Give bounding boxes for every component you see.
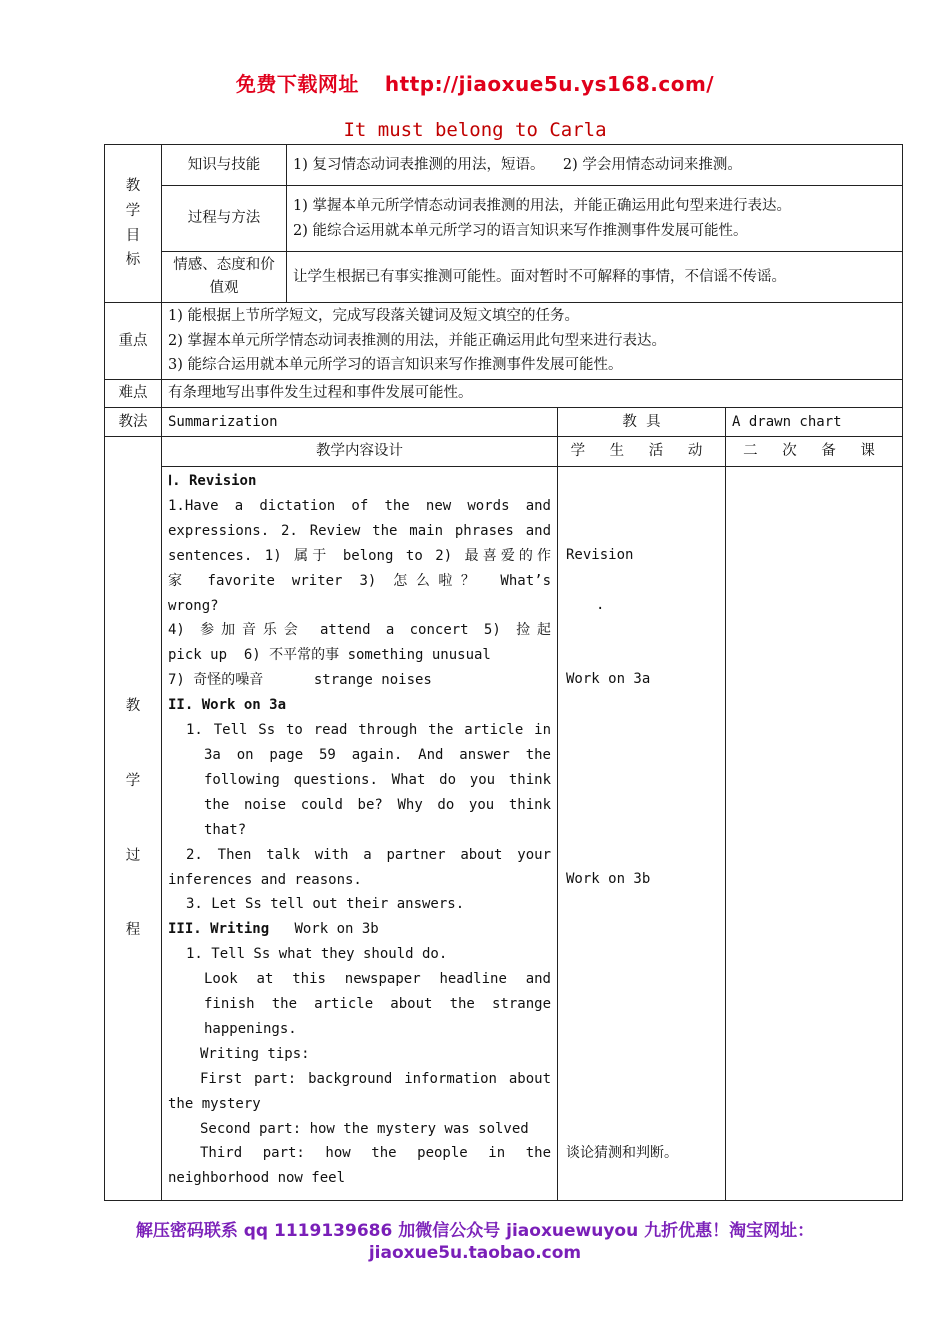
design-line: Ⅰ. Revision — [168, 473, 257, 489]
design-content — [162, 467, 558, 1201]
difficult-points-content: 有条理地写出事件发生过程和事件发展可能性。 — [162, 380, 903, 408]
design-line: 1.Have a dictation of the new words and — [168, 497, 551, 514]
activity-discuss: 谈论猜测和判断。 — [566, 1145, 678, 1161]
design-line: following questions. What do you think — [204, 771, 551, 788]
download-header[interactable] — [0, 68, 950, 97]
key-points-content: 1) 能根据上节所学短文，完成写段落关键词及短文填空的任务。 2) 掌握本单元所学情态动词表推测的用法，并能正确运用此句型来进行表达。 3) 能综合运用就本单元所学习的语言知识来写作推测事件发展可能性。 — [162, 303, 903, 380]
design-line: sentences. 1) 属于 belong to 2) 最喜爱的作 — [168, 547, 551, 564]
objective-label-knowledge: 知识与技能 — [162, 145, 287, 186]
key-points-label: 重点 — [105, 303, 162, 380]
difficult-points-label: 难点 — [105, 380, 162, 408]
prep-header: 二 次 备 课 — [726, 437, 903, 467]
design-line: 1. Tell Ss to read through the article in — [186, 722, 551, 739]
design-line: 家 favorite writer 3) 怎么啦？ What’s — [168, 572, 551, 589]
activity-header: 学 生 活 动 — [558, 437, 726, 467]
activity-3a: Work on 3a — [566, 671, 651, 687]
design-line: First part: background information about — [200, 1070, 551, 1087]
lesson-plan-table — [104, 144, 903, 1201]
design-line: 3. Let Ss tell out their answers. — [186, 896, 465, 913]
tools-value: A drawn chart — [726, 408, 903, 437]
design-line: 4) 参加音乐会 attend a concert 5) 捡起 — [168, 622, 551, 639]
design-line: III. Writing Work on 3b — [168, 921, 379, 938]
design-line: Second part: how the mystery was solved — [200, 1120, 529, 1137]
objective-content-attitude: 让学生根据已有事实推测可能性。面对暂时不可解释的事情，不信谣不传谣。 — [287, 252, 903, 303]
design-line: Writing tips: — [200, 1045, 310, 1062]
design-line: that? — [204, 821, 247, 838]
design-line: 7) 奇怪的噪音 strange noises — [168, 672, 432, 689]
design-line: pick up 6) 不平常的事 something unusual — [168, 647, 491, 664]
design-line: happenings. — [204, 1020, 297, 1037]
objective-label-attitude: 情感、态度和价值观 — [162, 252, 287, 303]
design-line: Look at this newspaper headline and — [204, 971, 551, 988]
design-line: the noise could be? Why do you think — [204, 796, 551, 813]
design-line: expressions. 2. Review the main phrases and — [168, 522, 551, 539]
design-line: inferences and reasons. — [168, 871, 362, 888]
tools-label: 教 具 — [558, 408, 726, 437]
footer-line-2[interactable]: jiaoxue5u.taobao.com — [368, 1243, 582, 1263]
design-line: 2. Then talk with a partner about your — [186, 846, 551, 863]
activity-revision: Revision — [566, 547, 634, 563]
prep-content — [726, 467, 903, 1201]
method-label: 教法 — [105, 408, 162, 437]
objective-content-knowledge: 1) 复习情态动词表推测的用法，短语。 2) 学会用情态动词来推测。 — [287, 145, 903, 186]
activity-content — [558, 467, 726, 1201]
objective-content-process: 1) 掌握本单元所学情态动词表推测的用法，并能正确运用此句型来进行表达。 2) 能综合运用就本单元所学习的语言知识来写作推测事件发展可能性。 — [287, 186, 903, 252]
activity-dot: . — [596, 597, 605, 613]
design-line: Third part: how the people in the — [200, 1145, 551, 1162]
design-line: neighborhood now feel — [168, 1170, 346, 1187]
download-url[interactable]: http://jiaoxue5u.ys168.com/ — [384, 72, 715, 96]
footer-contact — [0, 1220, 950, 1264]
design-line: wrong? — [168, 597, 219, 614]
design-line: II. Work on 3a — [168, 697, 287, 714]
download-label: 免费下载网址 — [235, 72, 359, 96]
design-header: 教学内容设计 — [162, 437, 558, 467]
method-value: Summarization — [162, 408, 558, 437]
activity-3b: Work on 3b — [566, 871, 651, 887]
footer-line-1: 解压密码联系 qq 1119139686 加微信公众号 jiaoxuewuyou 九折优惠！淘宝网址： — [135, 1221, 815, 1241]
lesson-title: It must belong to Carla — [343, 119, 607, 141]
objectives-side-label: 教 学 目 标 — [105, 145, 162, 303]
objective-label-process: 过程与方法 — [162, 186, 287, 252]
design-line: finish the article about the strange — [204, 996, 551, 1013]
process-side-label: 教 学 过 程 — [105, 437, 162, 1201]
design-line: 3a on page 59 again. And answer the — [204, 746, 551, 763]
design-line: 1. Tell Ss what they should do. — [186, 946, 448, 963]
design-line: the mystery — [168, 1095, 261, 1112]
